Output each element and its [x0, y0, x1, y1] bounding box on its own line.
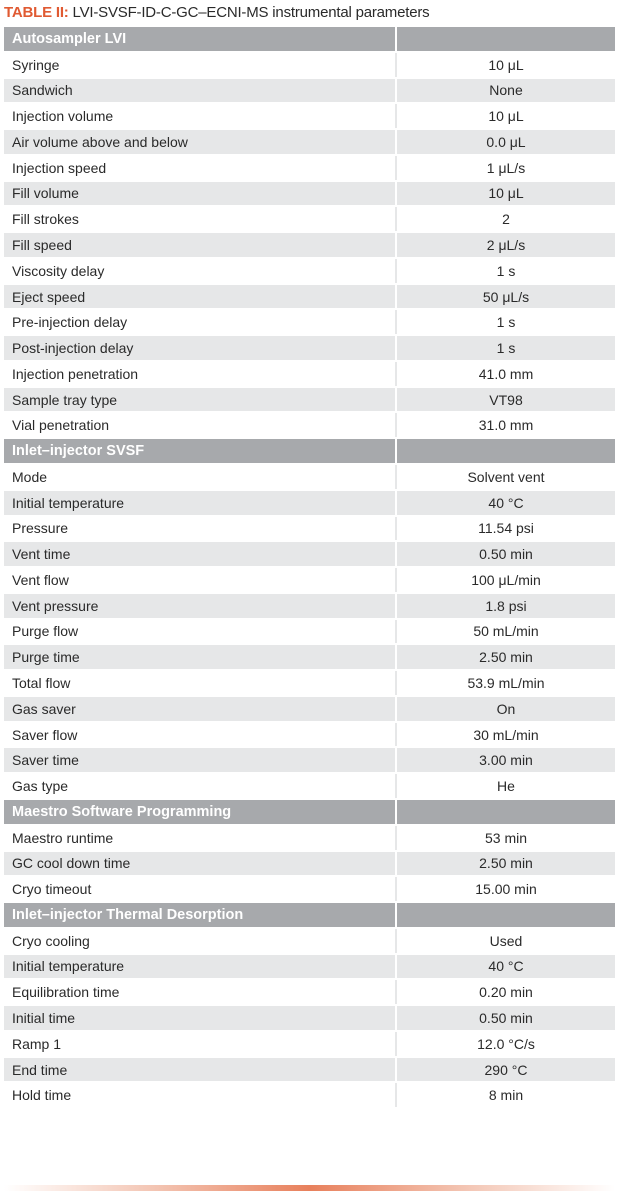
parameter-value: 0.0 μL	[397, 130, 615, 154]
table-row	[4, 517, 615, 543]
parameter-value: 10 μL	[397, 53, 615, 77]
parameter-value: None	[397, 79, 615, 103]
section-title: Autosampler LVI	[4, 27, 397, 51]
parameter-name: Saver flow	[4, 723, 397, 747]
parameter-name: Saver time	[4, 748, 397, 772]
table-row	[4, 259, 615, 285]
parameter-name: Fill volume	[4, 182, 397, 206]
parameter-value: 53 min	[397, 826, 615, 850]
table-row	[4, 826, 615, 852]
table-row	[4, 542, 615, 568]
parameter-name: Purge flow	[4, 620, 397, 644]
table-row	[4, 104, 615, 130]
parameter-value: 1 s	[397, 259, 615, 283]
parameter-name: Injection penetration	[4, 362, 397, 386]
table-row	[4, 79, 615, 105]
parameter-name: Injection speed	[4, 156, 397, 180]
parameter-name: Sample tray type	[4, 388, 397, 412]
parameter-value: 40 °C	[397, 491, 615, 515]
parameter-value: 30 mL/min	[397, 723, 615, 747]
section-header	[4, 439, 615, 465]
parameter-name: Cryo timeout	[4, 877, 397, 901]
parameter-name: Vent time	[4, 542, 397, 566]
section-header	[4, 27, 615, 53]
parameter-name: Vent pressure	[4, 594, 397, 618]
section-header-blank	[397, 800, 615, 824]
parameter-value: 0.50 min	[397, 1006, 615, 1030]
parameter-name: Syringe	[4, 53, 397, 77]
parameter-name: Pressure	[4, 517, 397, 541]
parameter-name: Vial penetration	[4, 413, 397, 437]
section-title: Inlet–injector SVSF	[4, 439, 397, 463]
parameter-name: Hold time	[4, 1083, 397, 1107]
table-row	[4, 156, 615, 182]
parameter-name: Fill strokes	[4, 207, 397, 231]
table-row	[4, 413, 615, 439]
parameter-name: Sandwich	[4, 79, 397, 103]
table-row	[4, 1006, 615, 1032]
parameter-value: 2 μL/s	[397, 233, 615, 257]
parameters-table	[4, 27, 615, 1109]
parameter-value: 100 μL/min	[397, 568, 615, 592]
parameter-value: 50 μL/s	[397, 285, 615, 309]
parameter-value: 41.0 mm	[397, 362, 615, 386]
parameter-value: Solvent vent	[397, 465, 615, 489]
table-row	[4, 1083, 615, 1109]
table-row	[4, 336, 615, 362]
table-row	[4, 929, 615, 955]
parameter-value: 1.8 psi	[397, 594, 615, 618]
section-header	[4, 903, 615, 929]
table-row	[4, 645, 615, 671]
parameter-name: Post-injection delay	[4, 336, 397, 360]
table-row	[4, 207, 615, 233]
parameter-value: 11.54 psi	[397, 517, 615, 541]
parameter-name: Total flow	[4, 671, 397, 695]
table-row	[4, 285, 615, 311]
table-row	[4, 362, 615, 388]
table-row	[4, 671, 615, 697]
parameter-value: 1 μL/s	[397, 156, 615, 180]
parameter-value: 0.20 min	[397, 980, 615, 1004]
table-row	[4, 568, 615, 594]
table-row	[4, 388, 615, 414]
parameter-value: VT98	[397, 388, 615, 412]
parameter-value: 53.9 mL/min	[397, 671, 615, 695]
table-row	[4, 130, 615, 156]
section-header-blank	[397, 27, 615, 51]
table-row	[4, 697, 615, 723]
parameter-value: 40 °C	[397, 955, 615, 979]
parameter-value: 12.0 °C/s	[397, 1032, 615, 1056]
table-row	[4, 955, 615, 981]
parameter-name: Ramp 1	[4, 1032, 397, 1056]
parameter-value: 31.0 mm	[397, 413, 615, 437]
table-row	[4, 980, 615, 1006]
table-row	[4, 53, 615, 79]
parameter-value: 1 s	[397, 310, 615, 334]
parameter-name: Viscosity delay	[4, 259, 397, 283]
parameter-name: Vent flow	[4, 568, 397, 592]
table-row	[4, 620, 615, 646]
table-title: LVI-SVSF-ID-C-GC–ECNI-MS instrumental parameters	[68, 4, 430, 21]
parameter-value: 8 min	[397, 1083, 615, 1107]
parameter-name: Eject speed	[4, 285, 397, 309]
table-row	[4, 594, 615, 620]
parameter-name: Pre-injection delay	[4, 310, 397, 334]
table-row	[4, 723, 615, 749]
parameter-name: Injection volume	[4, 104, 397, 128]
parameter-name: Cryo cooling	[4, 929, 397, 953]
parameter-name: Initial temperature	[4, 955, 397, 979]
parameter-value: He	[397, 774, 615, 798]
table-row	[4, 233, 615, 259]
parameter-name: GC cool down time	[4, 852, 397, 876]
section-header-blank	[397, 439, 615, 463]
footer-accent-bar	[4, 1185, 615, 1191]
parameter-name: End time	[4, 1058, 397, 1082]
table-row	[4, 1058, 615, 1084]
table-row	[4, 491, 615, 517]
table-row	[4, 465, 615, 491]
table-row	[4, 1032, 615, 1058]
parameter-name: Gas type	[4, 774, 397, 798]
parameter-value: Used	[397, 929, 615, 953]
parameter-value: 50 mL/min	[397, 620, 615, 644]
parameter-name: Mode	[4, 465, 397, 489]
parameter-value: 290 °C	[397, 1058, 615, 1082]
parameter-value: 10 μL	[397, 182, 615, 206]
table-row	[4, 182, 615, 208]
parameter-value: 0.50 min	[397, 542, 615, 566]
parameter-name: Air volume above and below	[4, 130, 397, 154]
parameter-value: 15.00 min	[397, 877, 615, 901]
section-header-blank	[397, 903, 615, 927]
parameter-value: On	[397, 697, 615, 721]
parameter-name: Equilibration time	[4, 980, 397, 1004]
table-row	[4, 748, 615, 774]
parameter-name: Initial time	[4, 1006, 397, 1030]
table-row	[4, 774, 615, 800]
parameter-value: 1 s	[397, 336, 615, 360]
parameter-name: Purge time	[4, 645, 397, 669]
parameter-value: 10 μL	[397, 104, 615, 128]
section-title: Maestro Software Programming	[4, 800, 397, 824]
parameter-name: Fill speed	[4, 233, 397, 257]
section-title: Inlet–injector Thermal Desorption	[4, 903, 397, 927]
table-caption	[4, 2, 429, 24]
table-row	[4, 310, 615, 336]
parameter-name: Maestro runtime	[4, 826, 397, 850]
parameter-value: 2	[397, 207, 615, 231]
parameter-value: 3.00 min	[397, 748, 615, 772]
table-label: TABLE II:	[4, 4, 69, 21]
parameter-name: Gas saver	[4, 697, 397, 721]
section-header	[4, 800, 615, 826]
parameter-name: Initial temperature	[4, 491, 397, 515]
parameter-value: 2.50 min	[397, 852, 615, 876]
parameter-value: 2.50 min	[397, 645, 615, 669]
table-row	[4, 852, 615, 878]
table-row	[4, 877, 615, 903]
